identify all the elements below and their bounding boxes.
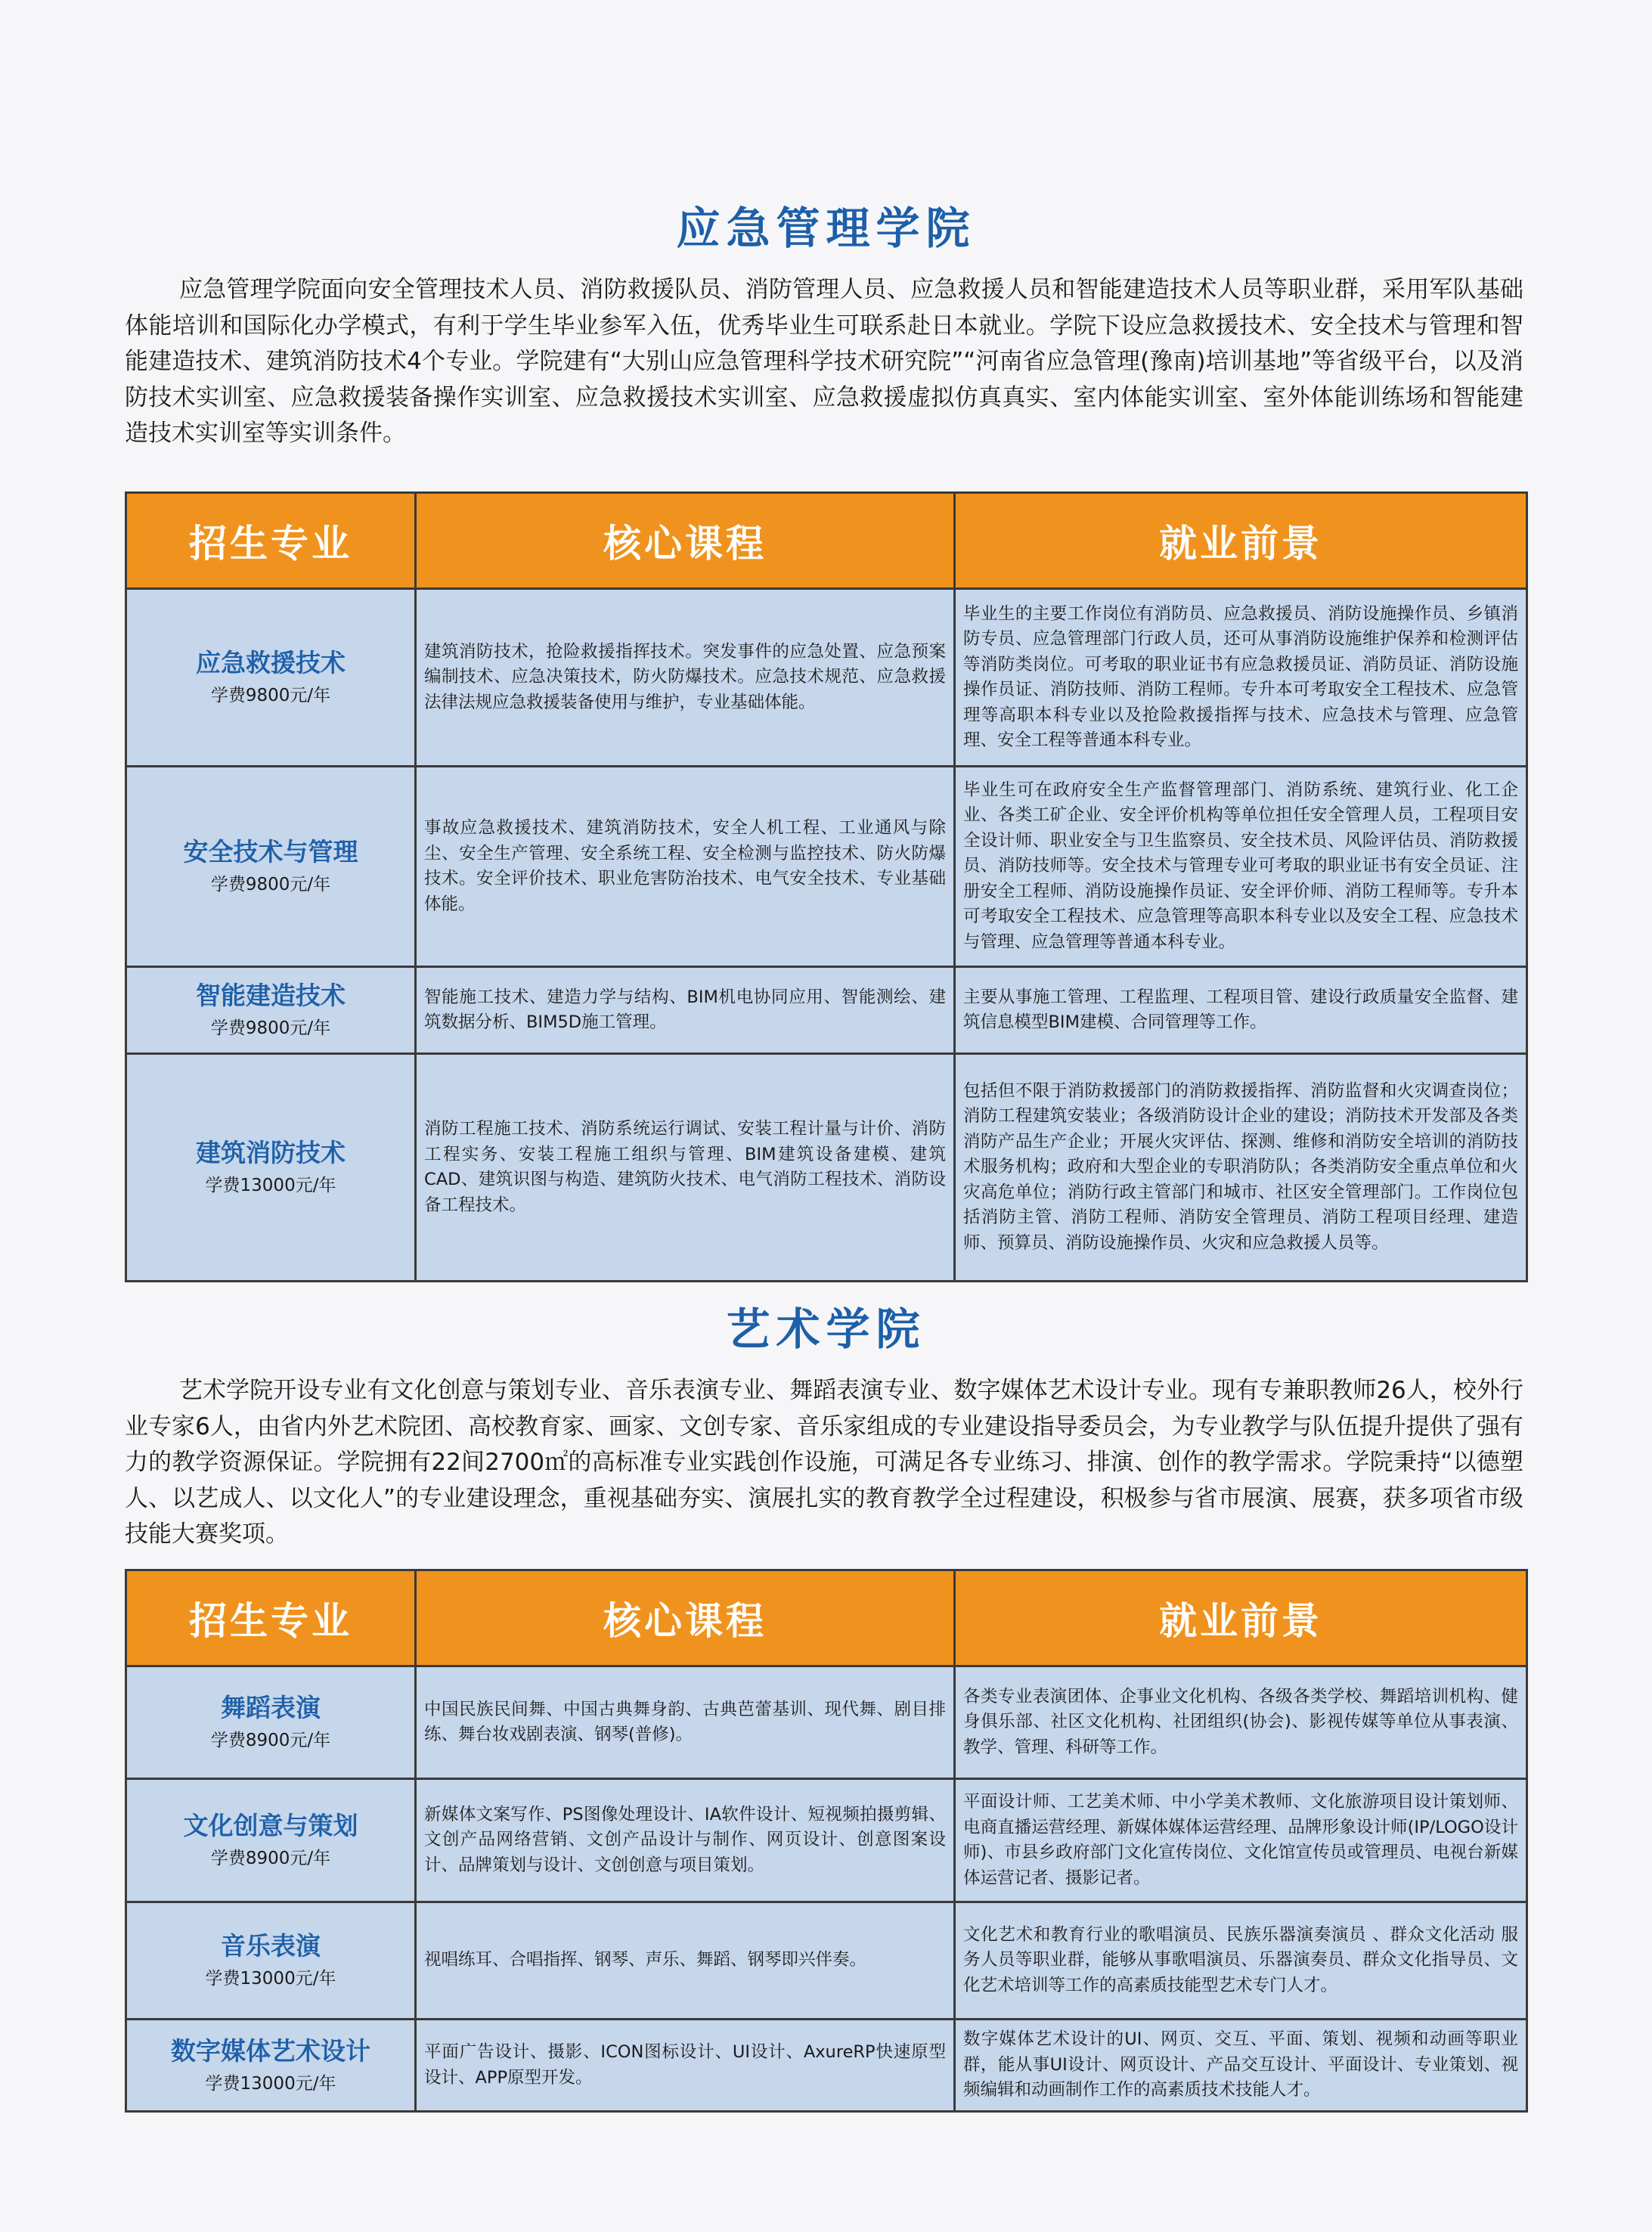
career-cell: 平面设计师、工艺美术师、中小学美术教师、文化旅游项目设计策划师、电商直播运营经理、新媒体媒体运营经理、品牌形象设计师(IP/LOGO设计师)、市县乡政府部门文化宣传岗位、文化馆宣传员或管理员、电视台新媒体运营记者、摄影记者。: [955, 1779, 1527, 1902]
section-arts: [0, 1299, 1652, 2100]
table-row: [126, 1779, 1527, 1902]
header-career: 就业前景: [955, 493, 1527, 589]
major-cell: [126, 1902, 416, 2020]
courses-cell: 视唱练耳、合唱指挥、钢琴、声乐、舞蹈、钢琴即兴伴奏。: [416, 1902, 955, 2020]
major-cell: [126, 767, 416, 967]
courses-cell: 新媒体文案写作、PS图像处理设计、IA软件设计、短视频拍摄剪辑、文创产品网络营销、文创产品设计与制作、网页设计、创意图案设计、品牌策划与设计、文创创意与项目策划。: [416, 1779, 955, 1902]
table-header-row: [126, 493, 1527, 589]
major-fee: 学费13000元/年: [205, 2073, 336, 2094]
major-cell: [126, 967, 416, 1054]
major-cell: [126, 2020, 416, 2112]
career-cell: 数字媒体艺术设计的UI、网页、交互、平面、策划、视频和动画等职业群，能从事UI设计、网页设计、产品交互设计、平面设计、专业策划、视频编辑和动画制作工作的高素质技术技能人才。: [955, 2020, 1527, 2112]
career-cell: 毕业生可在政府安全生产监督管理部门、消防系统、建筑行业、化工企业、各类工矿企业、安全评价机构等单位担任安全管理人员，工程项目安全设计师、职业安全与卫生监察员、安全技术员、风险评估员、消防救援员、消防技师等。安全技术与管理专业可考取的职业证书有安全员证、注册安全工程师、消防设施操作员证、安全评价师、消防工程师等。专升本可考取安全工程技术、应急管理等高职本科专业以及安全工程、应急技术与管理、应急管理等普通本科专业。: [955, 767, 1527, 967]
header-major: 招生专业: [126, 493, 416, 589]
career-cell: 毕业生的主要工作岗位有消防员、应急救援员、消防设施操作员、乡镇消防专员、应急管理部门行政人员，还可从事消防设施维护保养和检测评估等消防类岗位。可考取的职业证书有应急救援员证、消防员证、消防设施操作员证、消防技师、消防工程师。专升本可考取安全工程技术、应急管理等高职本科专业以及抢险救援指挥与技术、应急技术与管理、应急管理、安全工程等普通本科专业。: [955, 589, 1527, 767]
header-courses: 核心课程: [416, 1570, 955, 1666]
major-fee: 学费13000元/年: [205, 1969, 336, 1989]
major-cell: [126, 589, 416, 767]
section-intro: 应急管理学院面向安全管理技术人员、消防救援队员、消防管理人员、应急救援人员和智能建造技术人员等职业群，采用军队基础体能培训和国际化办学模式，有利于学生毕业参军入伍，优秀毕业生可联系赴日本就业。学院下设应急救援技术、安全技术与管理和智能建造技术、建筑消防技术4个专业。学院建有“大别山应急管理科学技术研究院”“河南省应急管理(豫南)培训基地”等省级平台，以及消防技术实训室、应急救援装备操作实训室、应急救援技术实训室、应急救援虚拟仿真真实、室内体能实训室、室外体能训练场和智能建造技术实训室等实训条件。: [125, 276, 1523, 447]
header-major: 招生专业: [126, 1570, 416, 1666]
major-name: 音乐表演: [221, 1931, 321, 1961]
major-fee: 学费9800元/年: [210, 686, 331, 705]
table-row: [126, 1902, 1527, 2020]
major-name: 文化创意与策划: [183, 1811, 358, 1840]
major-name: 安全技术与管理: [183, 837, 358, 866]
courses-cell: 事故应急救援技术、建筑消防技术，安全人机工程、工业通风与除尘、安全生产管理、安全系统工程、安全检测与监控技术、防火防爆技术。安全评价技术、职业危害防治技术、电气安全技术、专业基础体能。: [416, 767, 955, 967]
career-cell: 文化艺术和教育行业的歌唱演员、民族乐器演奏演员 、群众文化活动 服务人员等职业群，能够从事歌唱演员、乐器演奏员、群众文化指导员、文化艺术培训等工作的高素质技能型艺术专门人才。: [955, 1902, 1527, 2020]
section-title: 应急管理学院: [676, 203, 976, 254]
major-name: 数字媒体艺术设计: [171, 2035, 370, 2066]
table-row: [126, 767, 1527, 967]
major-fee: 学费9800元/年: [210, 875, 331, 894]
major-fee: 学费8900元/年: [210, 1849, 331, 1868]
major-fee: 学费9800元/年: [210, 1018, 331, 1038]
table-row: [126, 589, 1527, 767]
courses-cell: 平面广告设计、摄影、ICON图标设计、UI设计、AxureRP快速原型设计、APP原型开发。: [416, 2020, 955, 2112]
section-title: 艺术学院: [726, 1304, 926, 1355]
major-name: 应急救援技术: [196, 648, 346, 677]
table-header-row: [126, 1570, 1527, 1666]
table-row: [126, 967, 1527, 1054]
major-fee: 学费8900元/年: [210, 1731, 331, 1750]
major-name: 智能建造技术: [196, 981, 346, 1010]
courses-cell: 智能施工技术、建造力学与结构、BIM机电协同应用、智能测绘、建筑数据分析、BIM5D施工管理。: [416, 967, 955, 1054]
career-cell: 主要从事施工管理、工程监理、工程项目管、建设行政质量安全监督、建筑信息模型BIM建模、合同管理等工作。: [955, 967, 1527, 1054]
major-cell: [126, 1666, 416, 1779]
courses-cell: 中国民族民间舞、中国古典舞身韵、古典芭蕾基训、现代舞、剧目排练、舞台妆戏剧表演、钢琴(普修)。: [416, 1666, 955, 1779]
section-emergency-management: [0, 198, 1652, 1253]
courses-cell: 消防工程施工技术、消防系统运行调试、安装工程计量与计价、消防工程实务、安装工程施工组织与管理、BIM建筑设备建模、建筑CAD、建筑识图与构造、建筑防火技术、电气消防工程技术、消防设备工程技术。: [416, 1054, 955, 1282]
major-cell: [126, 1054, 416, 1282]
program-table: [125, 1569, 1528, 2113]
major-name: 建筑消防技术: [196, 1138, 346, 1167]
table-row: [126, 1054, 1527, 1282]
header-career: 就业前景: [955, 1570, 1527, 1666]
major-name: 舞蹈表演: [221, 1693, 321, 1722]
major-fee: 学费13000元/年: [205, 1176, 336, 1195]
table-row: [126, 2020, 1527, 2112]
career-cell: 包括但不限于消防救援部门的消防救援指挥、消防监督和火灾调查岗位；消防工程建筑安装业；各级消防设计企业的建设；消防技术开发部及各类消防产品生产企业；开展火灾评估、探测、维修和消防安全培训的消防技术服务机构；政府和大型企业的专职消防队；各类消防安全重点单位和火灾高危单位；消防行政主管部门和城市、社区安全管理部门。工作岗位包括消防主管、消防工程师、消防安全管理员、消防工程项目经理、建造师、预算员、消防设施操作员、火灾和应急救援人员等。: [955, 1054, 1527, 1282]
career-cell: 各类专业表演团体、企事业文化机构、各级各类学校、舞蹈培训机构、健身俱乐部、社区文化机构、社团组织(协会)、影视传媒等单位从事表演、教学、管理、科研等工作。: [955, 1666, 1527, 1779]
major-cell: [126, 1779, 416, 1902]
courses-cell: 建筑消防技术，抢险救援指挥技术。突发事件的应急处置、应急预案编制技术、应急决策技术，防火防爆技术。应急技术规范、应急救援法律法规应急救援装备使用与维护，专业基础体能。: [416, 589, 955, 767]
section-intro: 艺术学院开设专业有文化创意与策划专业、音乐表演专业、舞蹈表演专业、数字媒体艺术设计专业。现有专兼职教师26人，校外行业专家6人，由省内外艺术院团、高校教育家、画家、文创专家、音乐家组成的专业建设指导委员会，为专业教学与队伍提升提供了强有力的教学资源保证。学院拥有22间2700㎡的高标准专业实践创作设施，可满足各专业练习、排演、创作的教学需求。学院秉持“以德塑人、以艺成人、以文化人”的专业建设理念，重视基础夯实、演展扎实的教育教学全过程建设，积极参与省市展演、展赛，获多项省市级技能大赛奖项。: [125, 1377, 1523, 1548]
program-table: [125, 491, 1528, 1282]
header-courses: 核心课程: [416, 493, 955, 589]
table-row: [126, 1666, 1527, 1779]
